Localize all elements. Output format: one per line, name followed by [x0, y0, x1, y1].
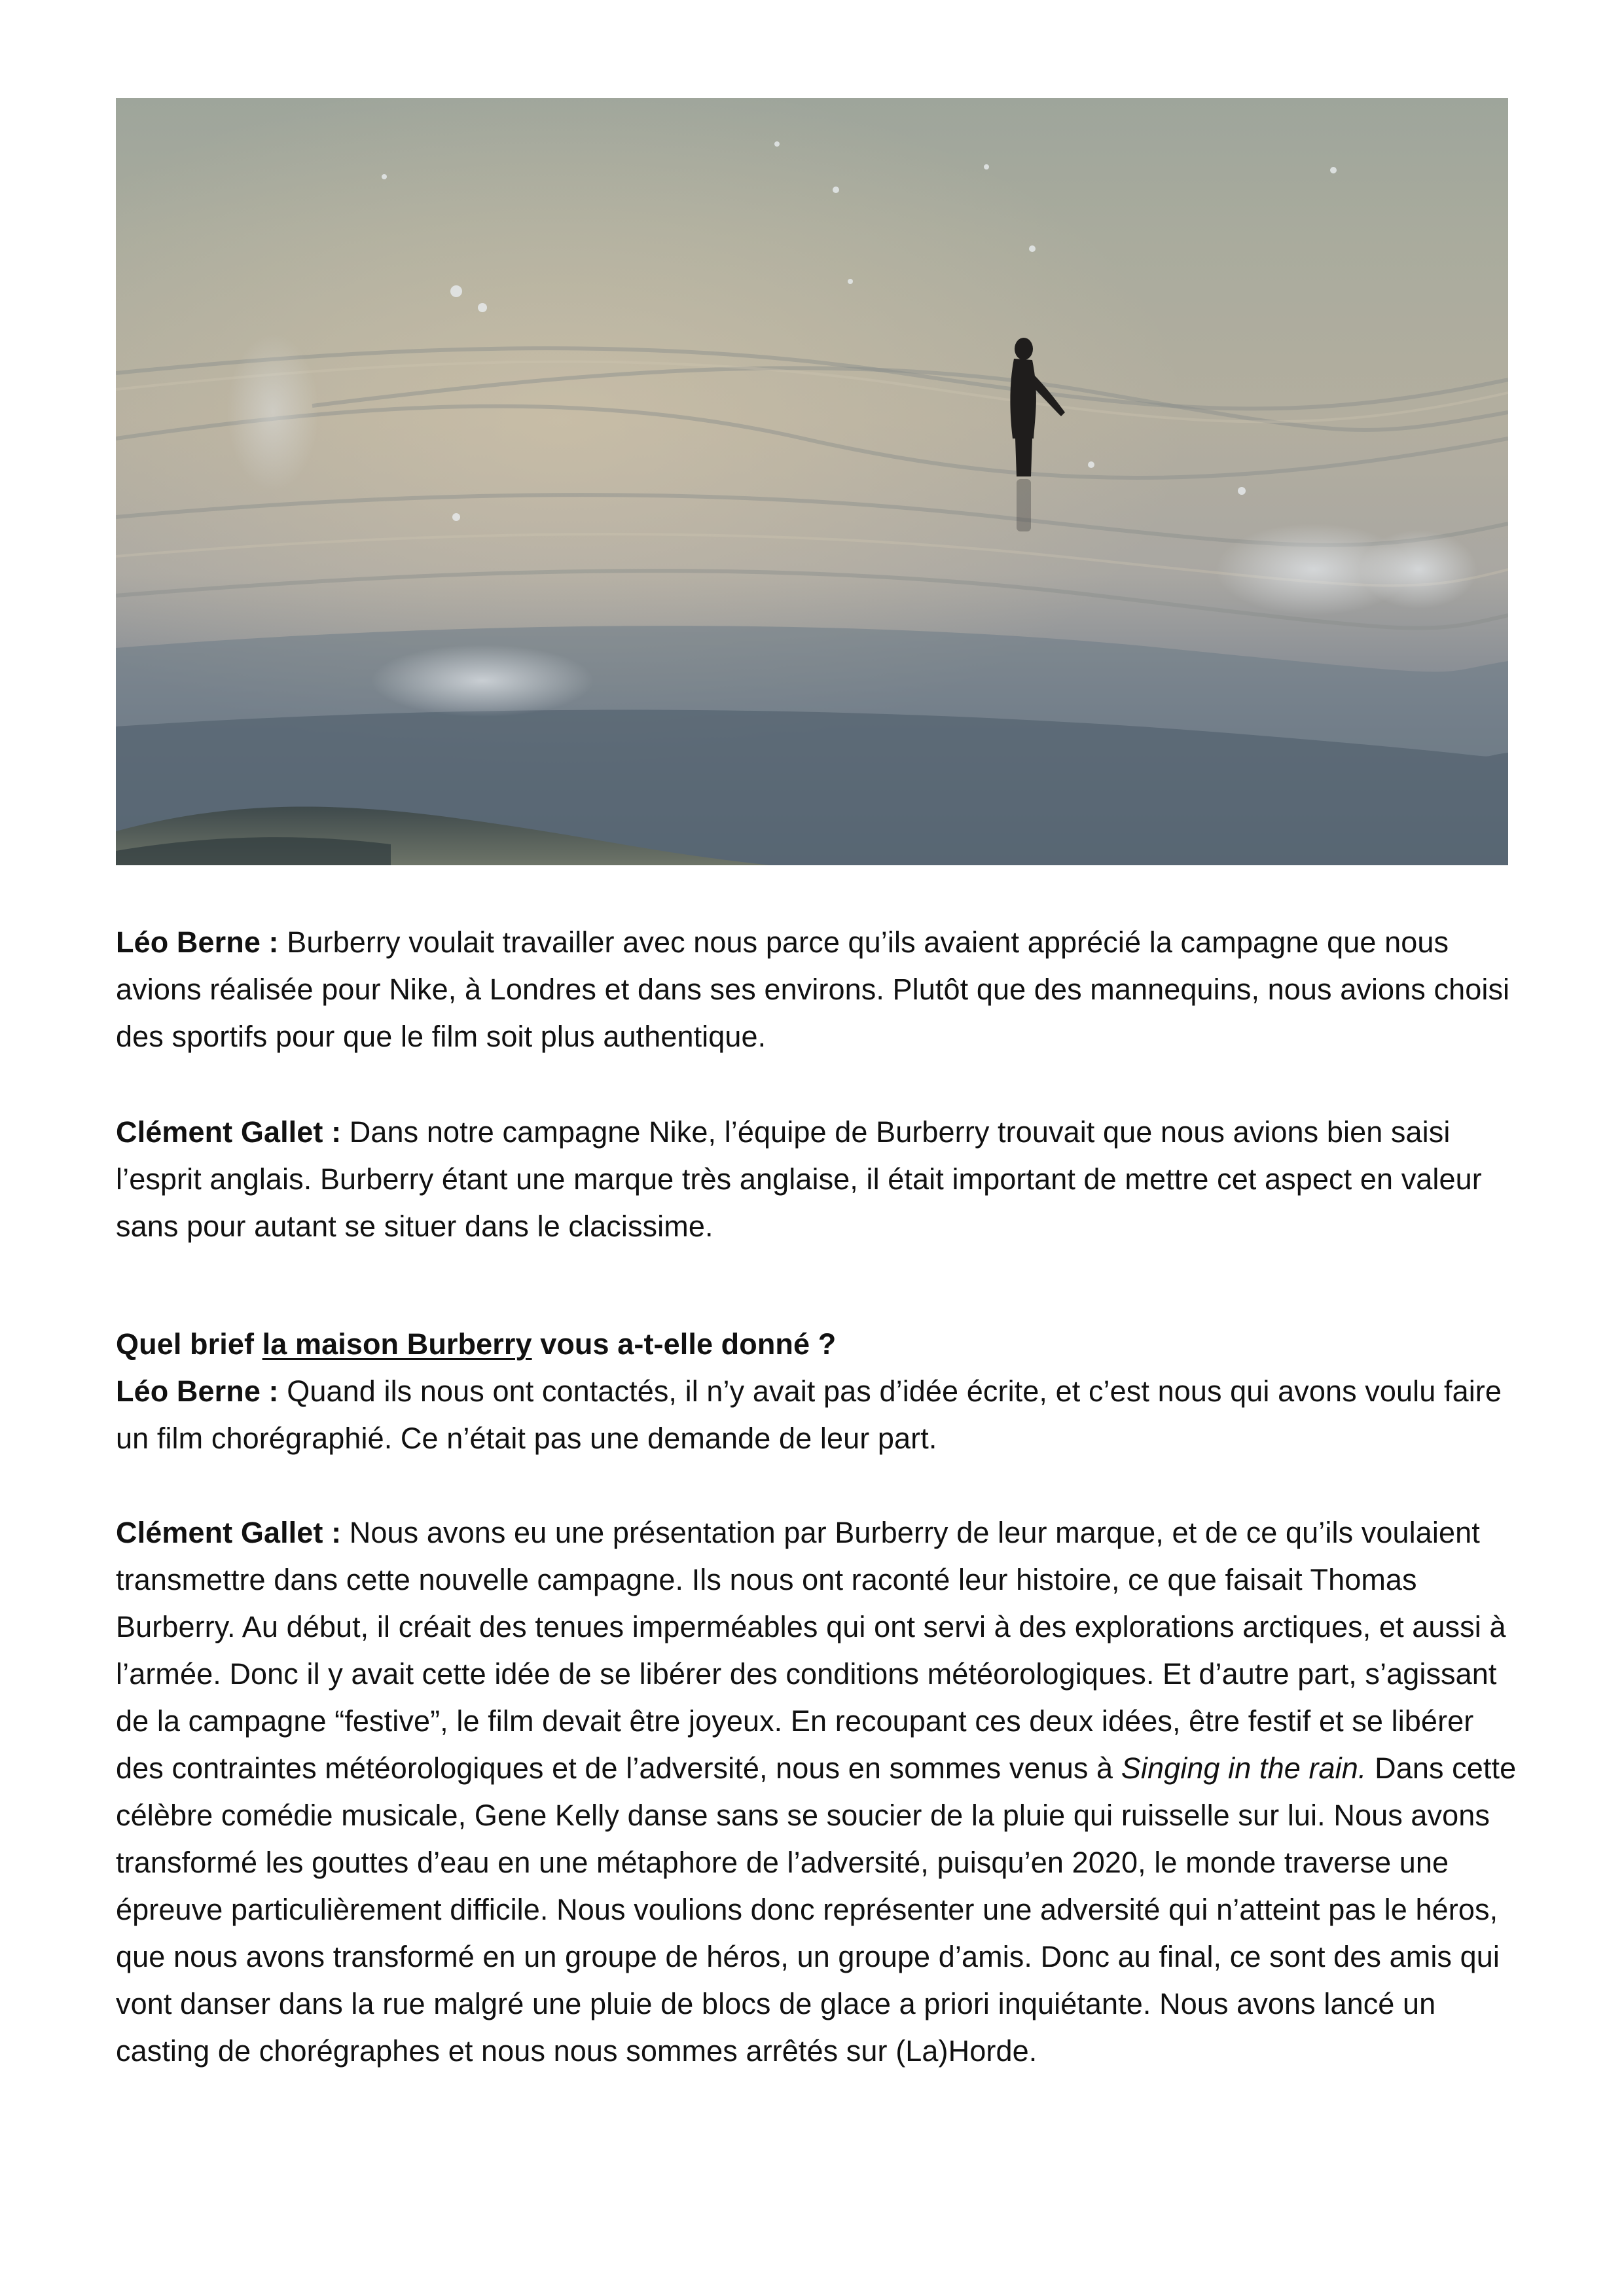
answer-text: Dans notre campagne Nike, l’équipe de Burberry trouvait que nous avions bien saisi l’esprit anglais. Burberry étant une marque très anglaise, il était important de mettre cet aspect en valeur sans pour autant se situer dans le clacissime.: [116, 1115, 1482, 1243]
burberry-link[interactable]: la maison Burberry: [262, 1327, 532, 1361]
answer-leo-berne-2: [116, 1368, 1523, 1462]
interview-question-block: [116, 1321, 1523, 1462]
question-text-before: Quel brief: [116, 1327, 262, 1361]
speaker-name: Clément Gallet :: [116, 1516, 342, 1549]
question-text-after: vous a-t-elle donné ?: [532, 1327, 837, 1361]
answer-text-continued: Dans cette célèbre comédie musicale, Gene Kelly danse sans se soucier de la pluie qui ruisselle sur lui. Nous avons transformé les gouttes d’eau en une métaphore de l’adversité, puisqu’en 2020, le monde traverse une épreuve particulièrement difficile. Nous voulions donc représenter une adversité qui n’atteint pas le héros, que nous avons transformé en un groupe de héros, un groupe d’amis. Donc au final, ce sont des amis qui vont danser dans la rue malgré une pluie de blocs de glace a priori inquiétante. Nous avons lancé un casting de chorégraphes et nous nous sommes arrêtés sur (La)Horde.: [116, 1751, 1517, 2068]
film-title: Singing in the rain.: [1121, 1751, 1367, 1785]
answer-text: Nous avons eu une présentation par Burberry de leur marque, et de ce qu’ils voulaient transmettre dans cette nouvelle campagne. Ils nous ont raconté leur histoire, ce que faisait Thomas Burberry. Au début, il créait des tenues imperméables qui ont servi à des explorations arctiques, et aussi à l’armée. Donc il y avait cette idée de se libérer des conditions météorologiques. Et d’autre part, s’agissant de la campagne “festive”, le film devait être joyeux. En recoupant ces deux idées, être festif et se libérer des contraintes météorologiques et de l’adversité, nous en sommes venus à: [116, 1516, 1506, 1785]
speaker-name: Léo Berne :: [116, 1374, 279, 1408]
sea-photo: [116, 98, 1508, 865]
answer-text: Burberry voulait travailler avec nous parce qu’ils avaient apprécié la campagne que nous avions réalisée pour Nike, à Londres et dans ses environs. Plutôt que des mannequins, nous avions choisi des sportifs pour que le film soit plus authentique.: [116, 925, 1510, 1053]
speaker-name: Léo Berne :: [116, 925, 279, 959]
speaker-name: Clément Gallet :: [116, 1115, 342, 1149]
answer-clement-gallet-2: [116, 1509, 1523, 2075]
answer-text: Quand ils nous ont contactés, il n’y avait pas d’idée écrite, et c’est nous qui avons voulu faire un film chorégraphié. Ce n’était pas une demande de leur part.: [116, 1374, 1502, 1455]
interview-question: [116, 1321, 1523, 1368]
answer-clement-gallet-1: [116, 1109, 1523, 1250]
answer-leo-berne-1: [116, 919, 1523, 1060]
